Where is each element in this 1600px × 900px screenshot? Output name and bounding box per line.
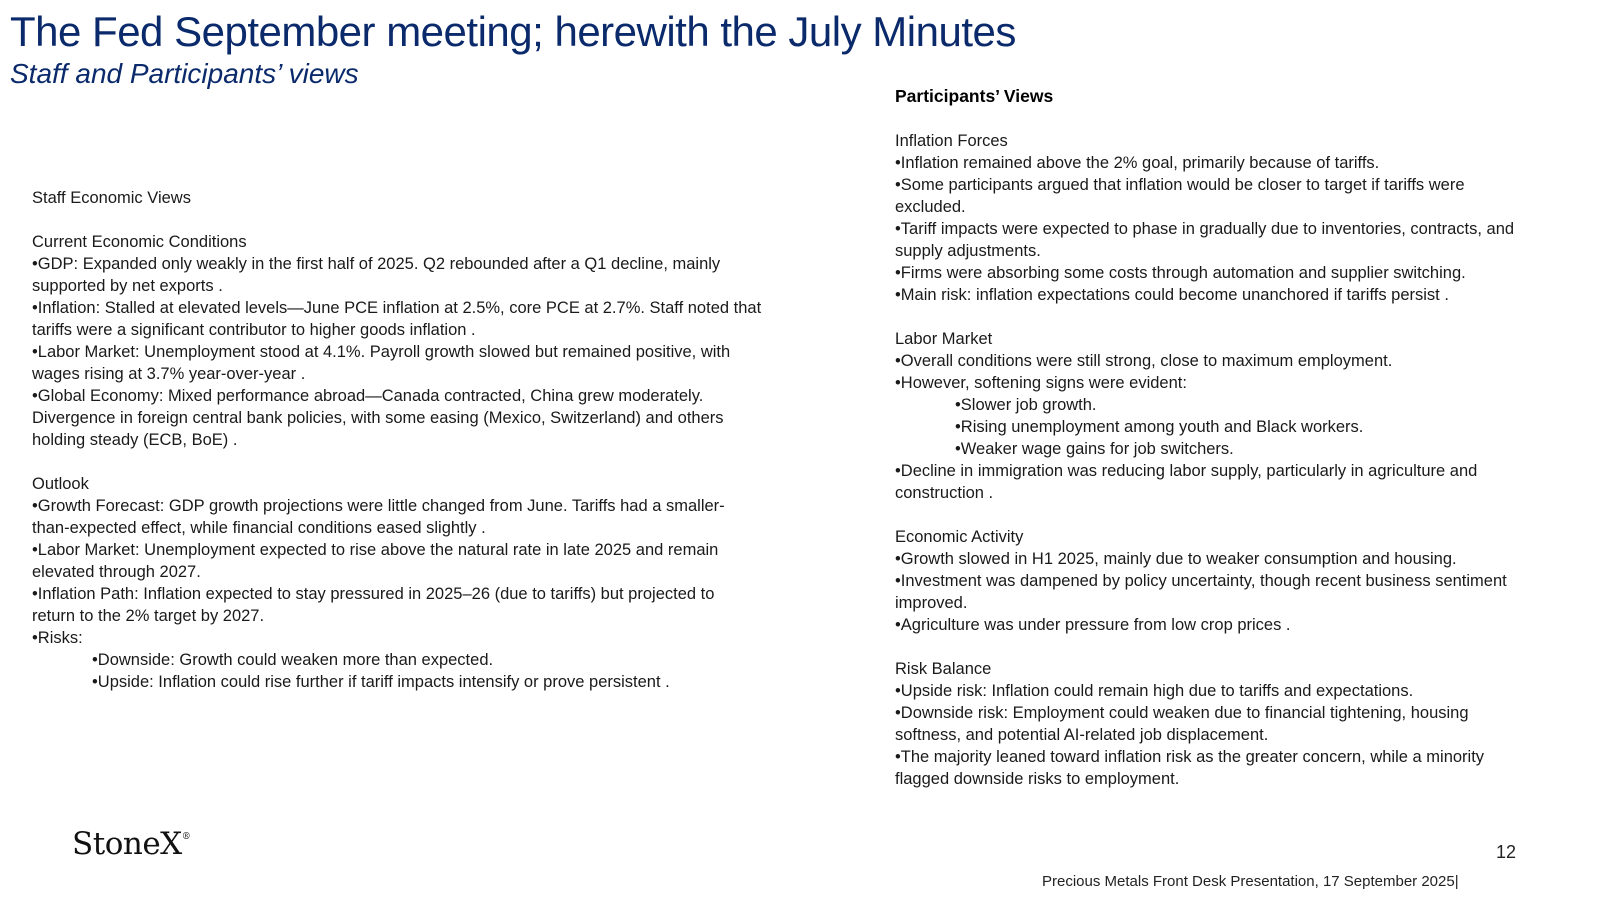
inflation-bullet: •Inflation: Stalled at elevated levels—June PCE inflation at 2.5%, core PCE at 2.7%. Staff noted that	[32, 299, 762, 317]
global-bullet: •Global Economy: Mixed performance abroad—Canada contracted, China grew moderately.	[32, 387, 704, 405]
global-bullet-cont: Divergence in foreign central bank policies, with some easing (Mexico, Switzerland) and others	[32, 409, 724, 427]
staff-heading: Staff Economic Views	[32, 189, 191, 207]
registered-mark-icon: ®	[181, 832, 191, 842]
list-item: •Firms were absorbing some costs through automation and supplier switching.	[895, 264, 1466, 282]
list-item: •Agriculture was under pressure from low crop prices .	[895, 616, 1291, 634]
inflation-forces-heading: Inflation Forces	[895, 132, 1008, 150]
sub-list-item: •Weaker wage gains for job switchers.	[955, 440, 1234, 458]
list-item: •Decline in immigration was reducing labor supply, particularly in agriculture and	[895, 462, 1478, 480]
list-item-cont: supply adjustments.	[895, 242, 1041, 260]
labor-outlook-bullet-cont: elevated through 2027.	[32, 563, 201, 581]
global-bullet-cont: holding steady (ECB, BoE) .	[32, 431, 238, 449]
economic-activity-heading: Economic Activity	[895, 528, 1024, 546]
page-number: 12	[1496, 842, 1517, 862]
list-item: •Inflation remained above the 2% goal, primarily because of tariffs.	[895, 154, 1380, 172]
list-item: •Upside risk: Inflation could remain high due to tariffs and expectations.	[895, 682, 1414, 700]
list-item-cont: softness, and potential AI-related job displacement.	[895, 726, 1269, 744]
participants-views-section	[895, 130, 1585, 790]
list-item: •Main risk: inflation expectations could become unanchored if tariffs persist .	[895, 286, 1449, 304]
growth-forecast-bullet-cont: than-expected effect, while financial conditions eased slightly .	[32, 519, 486, 537]
list-item: •Overall conditions were still strong, close to maximum employment.	[895, 352, 1393, 370]
downside-risk-bullet: •Downside: Growth could weaken more than expected.	[92, 651, 494, 669]
list-item: •Some participants argued that inflation would be closer to target if tariffs were	[895, 176, 1465, 194]
outlook-heading: Outlook	[32, 475, 89, 493]
sub-list-item: •Slower job growth.	[955, 396, 1097, 414]
inflation-bullet-cont: tariffs were a significant contributor to higher goods inflation .	[32, 321, 476, 339]
labor-bullet-cont: wages rising at 3.7% year-over-year .	[32, 365, 306, 383]
list-item: •Tariff impacts were expected to phase in gradually due to inventories, contracts, and	[895, 220, 1515, 238]
participants-heading: Participants’ Views	[895, 86, 1054, 106]
page-subtitle: Staff and Participants’ views	[10, 58, 359, 89]
inflation-path-bullet: •Inflation Path: Inflation expected to stay pressured in 2025–26 (due to tariffs) but projected to	[32, 585, 715, 603]
staff-views-section	[32, 187, 792, 693]
logo-text: StoneX	[72, 826, 182, 862]
footer-text: Precious Metals Front Desk Presentation, 17 September 2025|	[1042, 873, 1459, 890]
list-item-cont: excluded.	[895, 198, 966, 216]
growth-forecast-bullet: •Growth Forecast: GDP growth projections were little changed from June. Tariffs had a smaller-	[32, 497, 725, 515]
risk-balance-heading: Risk Balance	[895, 660, 992, 678]
list-item: •However, softening signs were evident:	[895, 374, 1187, 392]
upside-risk-bullet: •Upside: Inflation could rise further if tariff impacts intensify or prove persistent .	[92, 673, 670, 691]
list-item: •Growth slowed in H1 2025, mainly due to weaker consumption and housing.	[895, 550, 1457, 568]
list-item-cont: construction .	[895, 484, 994, 502]
stonex-logo	[72, 826, 190, 862]
risks-bullet: •Risks:	[32, 629, 83, 647]
labor-bullet: •Labor Market: Unemployment stood at 4.1%. Payroll growth slowed but remained positive, with	[32, 343, 731, 361]
page-title: The Fed September meeting; herewith the July Minutes	[10, 8, 1016, 55]
list-item-cont: flagged downside risks to employment.	[895, 770, 1180, 788]
current-conditions-heading: Current Economic Conditions	[32, 233, 247, 251]
list-item: •Downside risk: Employment could weaken due to financial tightening, housing	[895, 704, 1469, 722]
list-item: •The majority leaned toward inflation risk as the greater concern, while a minority	[895, 748, 1485, 766]
inflation-path-bullet-cont: return to the 2% target by 2027.	[32, 607, 265, 625]
list-item: •Investment was dampened by policy uncertainty, though recent business sentiment	[895, 572, 1507, 590]
labor-outlook-bullet: •Labor Market: Unemployment expected to rise above the natural rate in late 2025 and remain	[32, 541, 719, 559]
gdp-bullet-cont: supported by net exports .	[32, 277, 223, 295]
sub-list-item: •Rising unemployment among youth and Black workers.	[955, 418, 1364, 436]
gdp-bullet: •GDP: Expanded only weakly in the first half of 2025. Q2 rebounded after a Q1 decline, mainly	[32, 255, 721, 273]
list-item-cont: improved.	[895, 594, 968, 612]
labor-market-heading: Labor Market	[895, 330, 993, 348]
